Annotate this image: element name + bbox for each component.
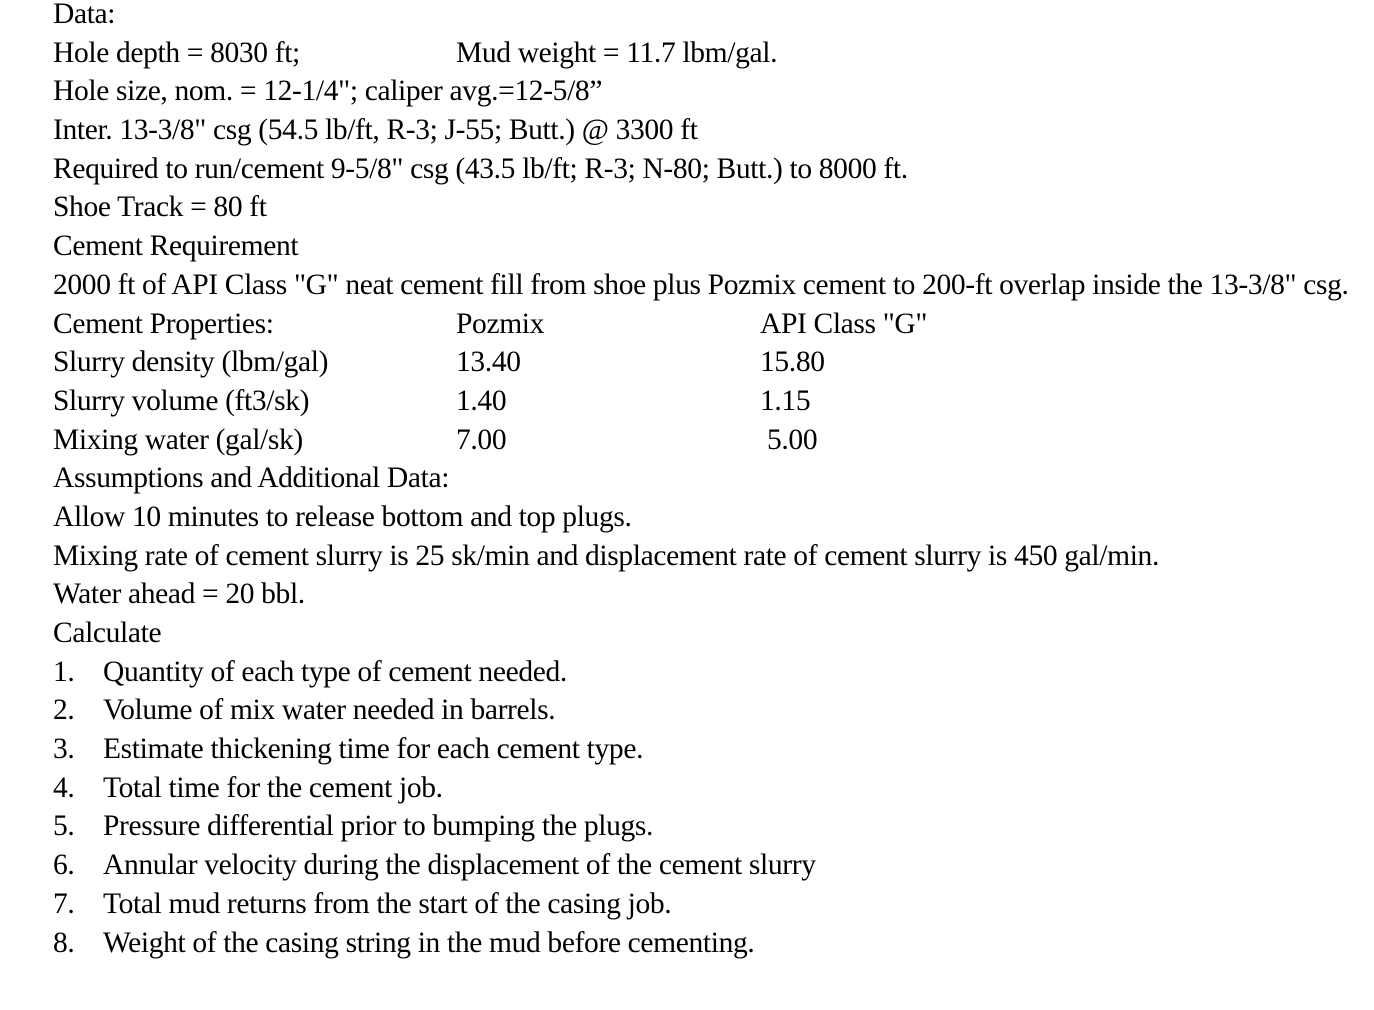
properties-table-row: [53, 421, 1374, 460]
list-item-number: 3.: [53, 733, 75, 766]
list-item: [53, 846, 1374, 885]
list-item: [53, 653, 1374, 692]
properties-header-class-g: API Class "G": [760, 307, 928, 340]
list-item-text: Total time for the cement job.: [103, 771, 443, 804]
property-class-g-value: 5.00: [767, 423, 818, 456]
list-item-text: Quantity of each type of cement needed.: [103, 655, 567, 688]
list-item-text: Estimate thickening time for each cement type.: [103, 733, 644, 766]
list-item-text: Volume of mix water needed in barrels.: [103, 694, 556, 727]
hole-depth: Hole depth = 8030 ft;: [53, 36, 300, 69]
property-pozmix-value: 1.40: [456, 384, 507, 417]
property-label: Mixing water (gal/sk): [53, 423, 303, 456]
list-item: [53, 885, 1374, 924]
property-label: Slurry volume (ft3/sk): [53, 384, 310, 417]
property-label: Slurry density (lbm/gal): [53, 346, 329, 379]
properties-header-label: Cement Properties:: [53, 307, 274, 340]
list-item: [53, 730, 1374, 769]
properties-header-pozmix: Pozmix: [456, 307, 545, 340]
properties-table-header: [53, 305, 1374, 344]
list-item: [53, 807, 1374, 846]
data-heading: Data:: [53, 0, 116, 30]
list-item-number: 1.: [53, 655, 75, 688]
property-class-g-value: 15.80: [760, 346, 825, 379]
list-item: [53, 924, 1374, 963]
assumption-item: Mixing rate of cement slurry is 25 sk/min and displacement rate of cement slurry is 450 gal/min.: [53, 539, 1159, 572]
mud-weight: Mud weight = 11.7 lbm/gal.: [456, 36, 778, 69]
property-pozmix-value: 7.00: [456, 423, 507, 456]
assumption-item: Allow 10 minutes to release bottom and top plugs.: [53, 500, 632, 533]
assumptions-heading: Assumptions and Additional Data:: [53, 462, 450, 495]
list-item-text: Weight of the casing string in the mud before cementing.: [103, 926, 755, 959]
assumption-item: Water ahead = 20 bbl.: [53, 578, 305, 611]
list-item-number: 7.: [53, 887, 75, 920]
properties-table-row: [53, 382, 1374, 421]
list-item-text: Pressure differential prior to bumping the plugs.: [103, 810, 654, 843]
list-item: [53, 691, 1374, 730]
problem-statement: [53, 0, 1374, 962]
property-class-g-value: 1.15: [760, 384, 811, 417]
required-casing: Required to run/cement 9-5/8" csg (43.5 lb/ft; R-3; N-80; Butt.) to 8000 ft.: [53, 152, 908, 185]
list-item-text: Annular velocity during the displacement of the cement slurry: [103, 849, 816, 882]
hole-size: Hole size, nom. = 12-1/4"; caliper avg.=12-5/8”: [53, 75, 603, 108]
hole-depth-mud-weight-line: [53, 34, 1374, 73]
list-item-number: 6.: [53, 849, 75, 882]
cement-requirement-heading: Cement Requirement: [53, 230, 299, 263]
list-item: [53, 769, 1374, 808]
list-item-number: 2.: [53, 694, 75, 727]
intermediate-casing: Inter. 13-3/8" csg (54.5 lb/ft, R-3; J-55; Butt.) @ 3300 ft: [53, 114, 698, 147]
list-item-text: Total mud returns from the start of the casing job.: [103, 887, 672, 920]
cement-requirement-text: 2000 ft of API Class "G" neat cement fill from shoe plus Pozmix cement to 200-ft overlap inside the 13-3/8" csg.: [53, 268, 1349, 301]
list-item-number: 4.: [53, 771, 75, 804]
property-pozmix-value: 13.40: [456, 346, 521, 379]
properties-table-row: [53, 343, 1374, 382]
list-item-number: 5.: [53, 810, 75, 843]
calculate-heading: Calculate: [53, 617, 162, 650]
calculate-list: [53, 653, 1374, 963]
list-item-number: 8.: [53, 926, 75, 959]
shoe-track: Shoe Track = 80 ft: [53, 191, 267, 224]
